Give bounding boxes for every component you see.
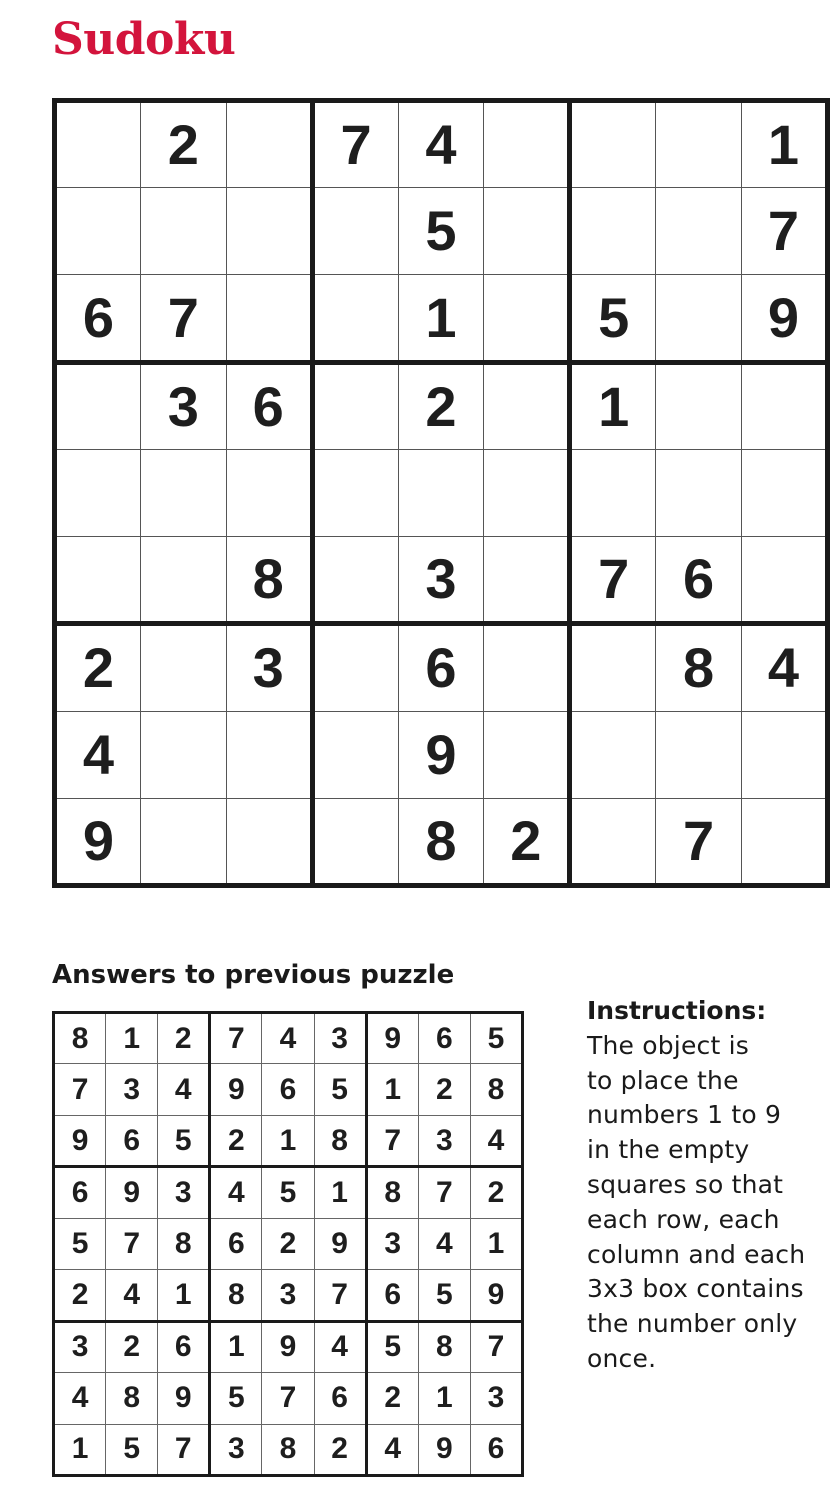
sudoku-empty-cell[interactable] [742, 711, 828, 798]
sudoku-empty-cell[interactable] [484, 711, 570, 798]
sudoku-empty-cell[interactable] [656, 449, 742, 536]
answer-given-cell: 3 [158, 1167, 210, 1218]
sudoku-empty-cell[interactable] [140, 798, 226, 885]
sudoku-empty-cell[interactable] [226, 798, 312, 885]
sudoku-empty-cell[interactable] [484, 188, 570, 275]
answer-row [54, 1013, 523, 1064]
answer-given-cell: 3 [54, 1321, 106, 1372]
answer-given-cell: 5 [470, 1013, 522, 1064]
sudoku-empty-cell[interactable] [570, 624, 656, 711]
answer-given-cell: 9 [54, 1115, 106, 1166]
sudoku-empty-cell[interactable] [312, 362, 398, 449]
answer-given-cell: 4 [366, 1424, 418, 1476]
sudoku-given-cell: 7 [656, 798, 742, 885]
answer-given-cell: 8 [262, 1424, 314, 1476]
answer-given-cell: 7 [158, 1424, 210, 1476]
sudoku-given-cell: 1 [570, 362, 656, 449]
sudoku-empty-cell[interactable] [226, 188, 312, 275]
sudoku-given-cell: 4 [398, 101, 484, 188]
instructions-line: column and each [587, 1239, 806, 1269]
sudoku-empty-cell[interactable] [484, 101, 570, 188]
sudoku-given-cell: 2 [55, 624, 141, 711]
answer-given-cell: 6 [158, 1321, 210, 1372]
sudoku-empty-cell[interactable] [484, 362, 570, 449]
answer-row [54, 1064, 523, 1115]
sudoku-empty-cell[interactable] [55, 362, 141, 449]
answer-given-cell: 8 [470, 1064, 522, 1115]
sudoku-empty-cell[interactable] [312, 711, 398, 798]
sudoku-given-cell: 2 [140, 101, 226, 188]
sudoku-empty-cell[interactable] [55, 537, 141, 624]
answer-given-cell: 8 [418, 1321, 470, 1372]
sudoku-empty-cell[interactable] [484, 449, 570, 536]
sudoku-empty-cell[interactable] [226, 449, 312, 536]
sudoku-empty-cell[interactable] [656, 362, 742, 449]
sudoku-empty-cell[interactable] [742, 449, 828, 536]
answer-given-cell: 7 [418, 1167, 470, 1218]
sudoku-given-cell: 1 [398, 275, 484, 362]
sudoku-empty-cell[interactable] [312, 537, 398, 624]
sudoku-given-cell: 8 [226, 537, 312, 624]
answer-given-cell: 7 [210, 1013, 262, 1064]
answer-given-cell: 1 [470, 1218, 522, 1269]
page-title: Sudoku [52, 14, 236, 65]
answer-given-cell: 9 [314, 1218, 366, 1269]
sudoku-row [55, 101, 828, 188]
sudoku-empty-cell[interactable] [570, 449, 656, 536]
sudoku-empty-cell[interactable] [140, 449, 226, 536]
answer-given-cell: 4 [210, 1167, 262, 1218]
answer-given-cell: 2 [210, 1115, 262, 1166]
sudoku-row [55, 188, 828, 275]
sudoku-puzzle-grid [52, 98, 830, 888]
answer-given-cell: 4 [54, 1373, 106, 1424]
answers-grid [52, 1011, 524, 1477]
sudoku-row [55, 711, 828, 798]
answer-given-cell: 4 [314, 1321, 366, 1372]
answer-given-cell: 6 [54, 1167, 106, 1218]
sudoku-given-cell: 3 [398, 537, 484, 624]
sudoku-empty-cell[interactable] [312, 624, 398, 711]
answer-given-cell: 7 [54, 1064, 106, 1115]
answer-given-cell: 9 [158, 1373, 210, 1424]
sudoku-row [55, 798, 828, 885]
instructions-line: the number only [587, 1309, 798, 1339]
answer-given-cell: 7 [314, 1270, 366, 1321]
sudoku-empty-cell[interactable] [484, 537, 570, 624]
answer-row [54, 1167, 523, 1218]
sudoku-given-cell: 3 [226, 624, 312, 711]
sudoku-empty-cell[interactable] [140, 537, 226, 624]
answer-given-cell: 2 [262, 1218, 314, 1269]
sudoku-empty-cell[interactable] [656, 275, 742, 362]
sudoku-given-cell: 6 [55, 275, 141, 362]
answer-row [54, 1373, 523, 1424]
answer-given-cell: 1 [314, 1167, 366, 1218]
sudoku-empty-cell[interactable] [226, 101, 312, 188]
instructions-line: 3x3 box contains [587, 1274, 804, 1304]
answer-given-cell: 7 [106, 1218, 158, 1269]
sudoku-empty-cell[interactable] [226, 275, 312, 362]
sudoku-empty-cell[interactable] [570, 711, 656, 798]
sudoku-given-cell: 9 [398, 711, 484, 798]
answer-given-cell: 1 [158, 1270, 210, 1321]
answer-given-cell: 7 [262, 1373, 314, 1424]
sudoku-given-cell: 2 [398, 362, 484, 449]
answer-given-cell: 8 [106, 1373, 158, 1424]
sudoku-row [55, 537, 828, 624]
answer-given-cell: 2 [366, 1373, 418, 1424]
sudoku-empty-cell[interactable] [570, 798, 656, 885]
answer-given-cell: 4 [470, 1115, 522, 1166]
sudoku-given-cell: 6 [226, 362, 312, 449]
sudoku-empty-cell[interactable] [656, 188, 742, 275]
answer-given-cell: 2 [54, 1270, 106, 1321]
answer-given-cell: 6 [470, 1424, 522, 1476]
answer-given-cell: 4 [158, 1064, 210, 1115]
sudoku-empty-cell[interactable] [570, 101, 656, 188]
instructions-line: in the empty [587, 1135, 750, 1165]
answer-given-cell: 3 [314, 1013, 366, 1064]
answer-given-cell: 5 [314, 1064, 366, 1115]
answer-given-cell: 5 [106, 1424, 158, 1476]
sudoku-given-cell: 6 [656, 537, 742, 624]
sudoku-empty-cell[interactable] [312, 275, 398, 362]
sudoku-empty-cell[interactable] [742, 537, 828, 624]
answer-row [54, 1115, 523, 1166]
instructions-line: numbers 1 to 9 [587, 1100, 782, 1130]
sudoku-empty-cell[interactable] [55, 188, 141, 275]
answer-given-cell: 9 [470, 1270, 522, 1321]
sudoku-given-cell: 7 [140, 275, 226, 362]
instructions-title: Instructions: [587, 996, 767, 1025]
sudoku-row [55, 362, 828, 449]
sudoku-given-cell: 4 [742, 624, 828, 711]
sudoku-empty-cell[interactable] [312, 798, 398, 885]
answer-given-cell: 4 [262, 1013, 314, 1064]
answer-given-cell: 8 [314, 1115, 366, 1166]
answer-given-cell: 2 [314, 1424, 366, 1476]
instructions-line: once. [587, 1343, 657, 1373]
answer-given-cell: 5 [418, 1270, 470, 1321]
sudoku-given-cell: 5 [398, 188, 484, 275]
answer-given-cell: 1 [262, 1115, 314, 1166]
answer-given-cell: 6 [210, 1218, 262, 1269]
answer-given-cell: 6 [106, 1115, 158, 1166]
sudoku-empty-cell[interactable] [226, 711, 312, 798]
sudoku-empty-cell[interactable] [570, 188, 656, 275]
answer-given-cell: 2 [470, 1167, 522, 1218]
answer-given-cell: 6 [366, 1270, 418, 1321]
answer-given-cell: 2 [106, 1321, 158, 1372]
answer-given-cell: 9 [262, 1321, 314, 1372]
answer-given-cell: 6 [262, 1064, 314, 1115]
sudoku-given-cell: 7 [742, 188, 828, 275]
answer-given-cell: 9 [210, 1064, 262, 1115]
instructions-line: to place the [587, 1065, 739, 1095]
answer-given-cell: 1 [54, 1424, 106, 1476]
sudoku-given-cell: 7 [312, 101, 398, 188]
answer-given-cell: 8 [210, 1270, 262, 1321]
answer-given-cell: 1 [418, 1373, 470, 1424]
answer-given-cell: 5 [54, 1218, 106, 1269]
sudoku-empty-cell[interactable] [140, 188, 226, 275]
answer-given-cell: 3 [210, 1424, 262, 1476]
answer-given-cell: 3 [418, 1115, 470, 1166]
sudoku-row [55, 449, 828, 536]
answers-heading: Answers to previous puzzle [52, 960, 455, 990]
instructions-line: squares so that [587, 1169, 784, 1199]
sudoku-empty-cell[interactable] [312, 188, 398, 275]
answer-given-cell: 5 [262, 1167, 314, 1218]
sudoku-empty-cell[interactable] [742, 362, 828, 449]
sudoku-empty-cell[interactable] [140, 624, 226, 711]
instructions-line: each row, each [587, 1204, 780, 1234]
sudoku-empty-cell[interactable] [484, 624, 570, 711]
sudoku-given-cell: 9 [742, 275, 828, 362]
answer-row [54, 1270, 523, 1321]
sudoku-given-cell: 8 [656, 624, 742, 711]
answer-given-cell: 5 [210, 1373, 262, 1424]
answer-given-cell: 8 [54, 1013, 106, 1064]
sudoku-given-cell: 5 [570, 275, 656, 362]
sudoku-given-cell: 6 [398, 624, 484, 711]
sudoku-given-cell: 4 [55, 711, 141, 798]
answer-given-cell: 8 [158, 1218, 210, 1269]
answer-given-cell: 6 [418, 1013, 470, 1064]
sudoku-given-cell: 1 [742, 101, 828, 188]
answer-given-cell: 4 [106, 1270, 158, 1321]
answer-given-cell: 1 [210, 1321, 262, 1372]
sudoku-empty-cell[interactable] [312, 449, 398, 536]
sudoku-given-cell: 2 [484, 798, 570, 885]
answer-given-cell: 9 [106, 1167, 158, 1218]
answer-given-cell: 3 [366, 1218, 418, 1269]
answer-given-cell: 3 [262, 1270, 314, 1321]
sudoku-empty-cell[interactable] [742, 798, 828, 885]
answer-given-cell: 1 [366, 1064, 418, 1115]
sudoku-empty-cell[interactable] [140, 711, 226, 798]
answer-given-cell: 6 [314, 1373, 366, 1424]
answer-row [54, 1424, 523, 1476]
answer-given-cell: 2 [158, 1013, 210, 1064]
answer-given-cell: 7 [366, 1115, 418, 1166]
sudoku-row [55, 275, 828, 362]
answer-row [54, 1218, 523, 1269]
answer-given-cell: 2 [418, 1064, 470, 1115]
answer-given-cell: 9 [418, 1424, 470, 1476]
sudoku-given-cell: 8 [398, 798, 484, 885]
answer-given-cell: 5 [366, 1321, 418, 1372]
sudoku-empty-cell[interactable] [656, 101, 742, 188]
sudoku-empty-cell[interactable] [55, 449, 141, 536]
sudoku-row [55, 624, 828, 711]
answer-given-cell: 9 [366, 1013, 418, 1064]
answer-given-cell: 8 [366, 1167, 418, 1218]
sudoku-empty-cell[interactable] [656, 711, 742, 798]
sudoku-given-cell: 7 [570, 537, 656, 624]
answer-given-cell: 3 [106, 1064, 158, 1115]
sudoku-empty-cell[interactable] [55, 101, 141, 188]
instructions-panel [587, 994, 832, 1377]
answer-given-cell: 7 [470, 1321, 522, 1372]
sudoku-empty-cell[interactable] [398, 449, 484, 536]
sudoku-given-cell: 9 [55, 798, 141, 885]
answer-row [54, 1321, 523, 1372]
answer-given-cell: 4 [418, 1218, 470, 1269]
sudoku-empty-cell[interactable] [484, 275, 570, 362]
answer-given-cell: 3 [470, 1373, 522, 1424]
answer-given-cell: 5 [158, 1115, 210, 1166]
instructions-line: The object is [587, 1030, 749, 1060]
sudoku-given-cell: 3 [140, 362, 226, 449]
answer-given-cell: 1 [106, 1013, 158, 1064]
